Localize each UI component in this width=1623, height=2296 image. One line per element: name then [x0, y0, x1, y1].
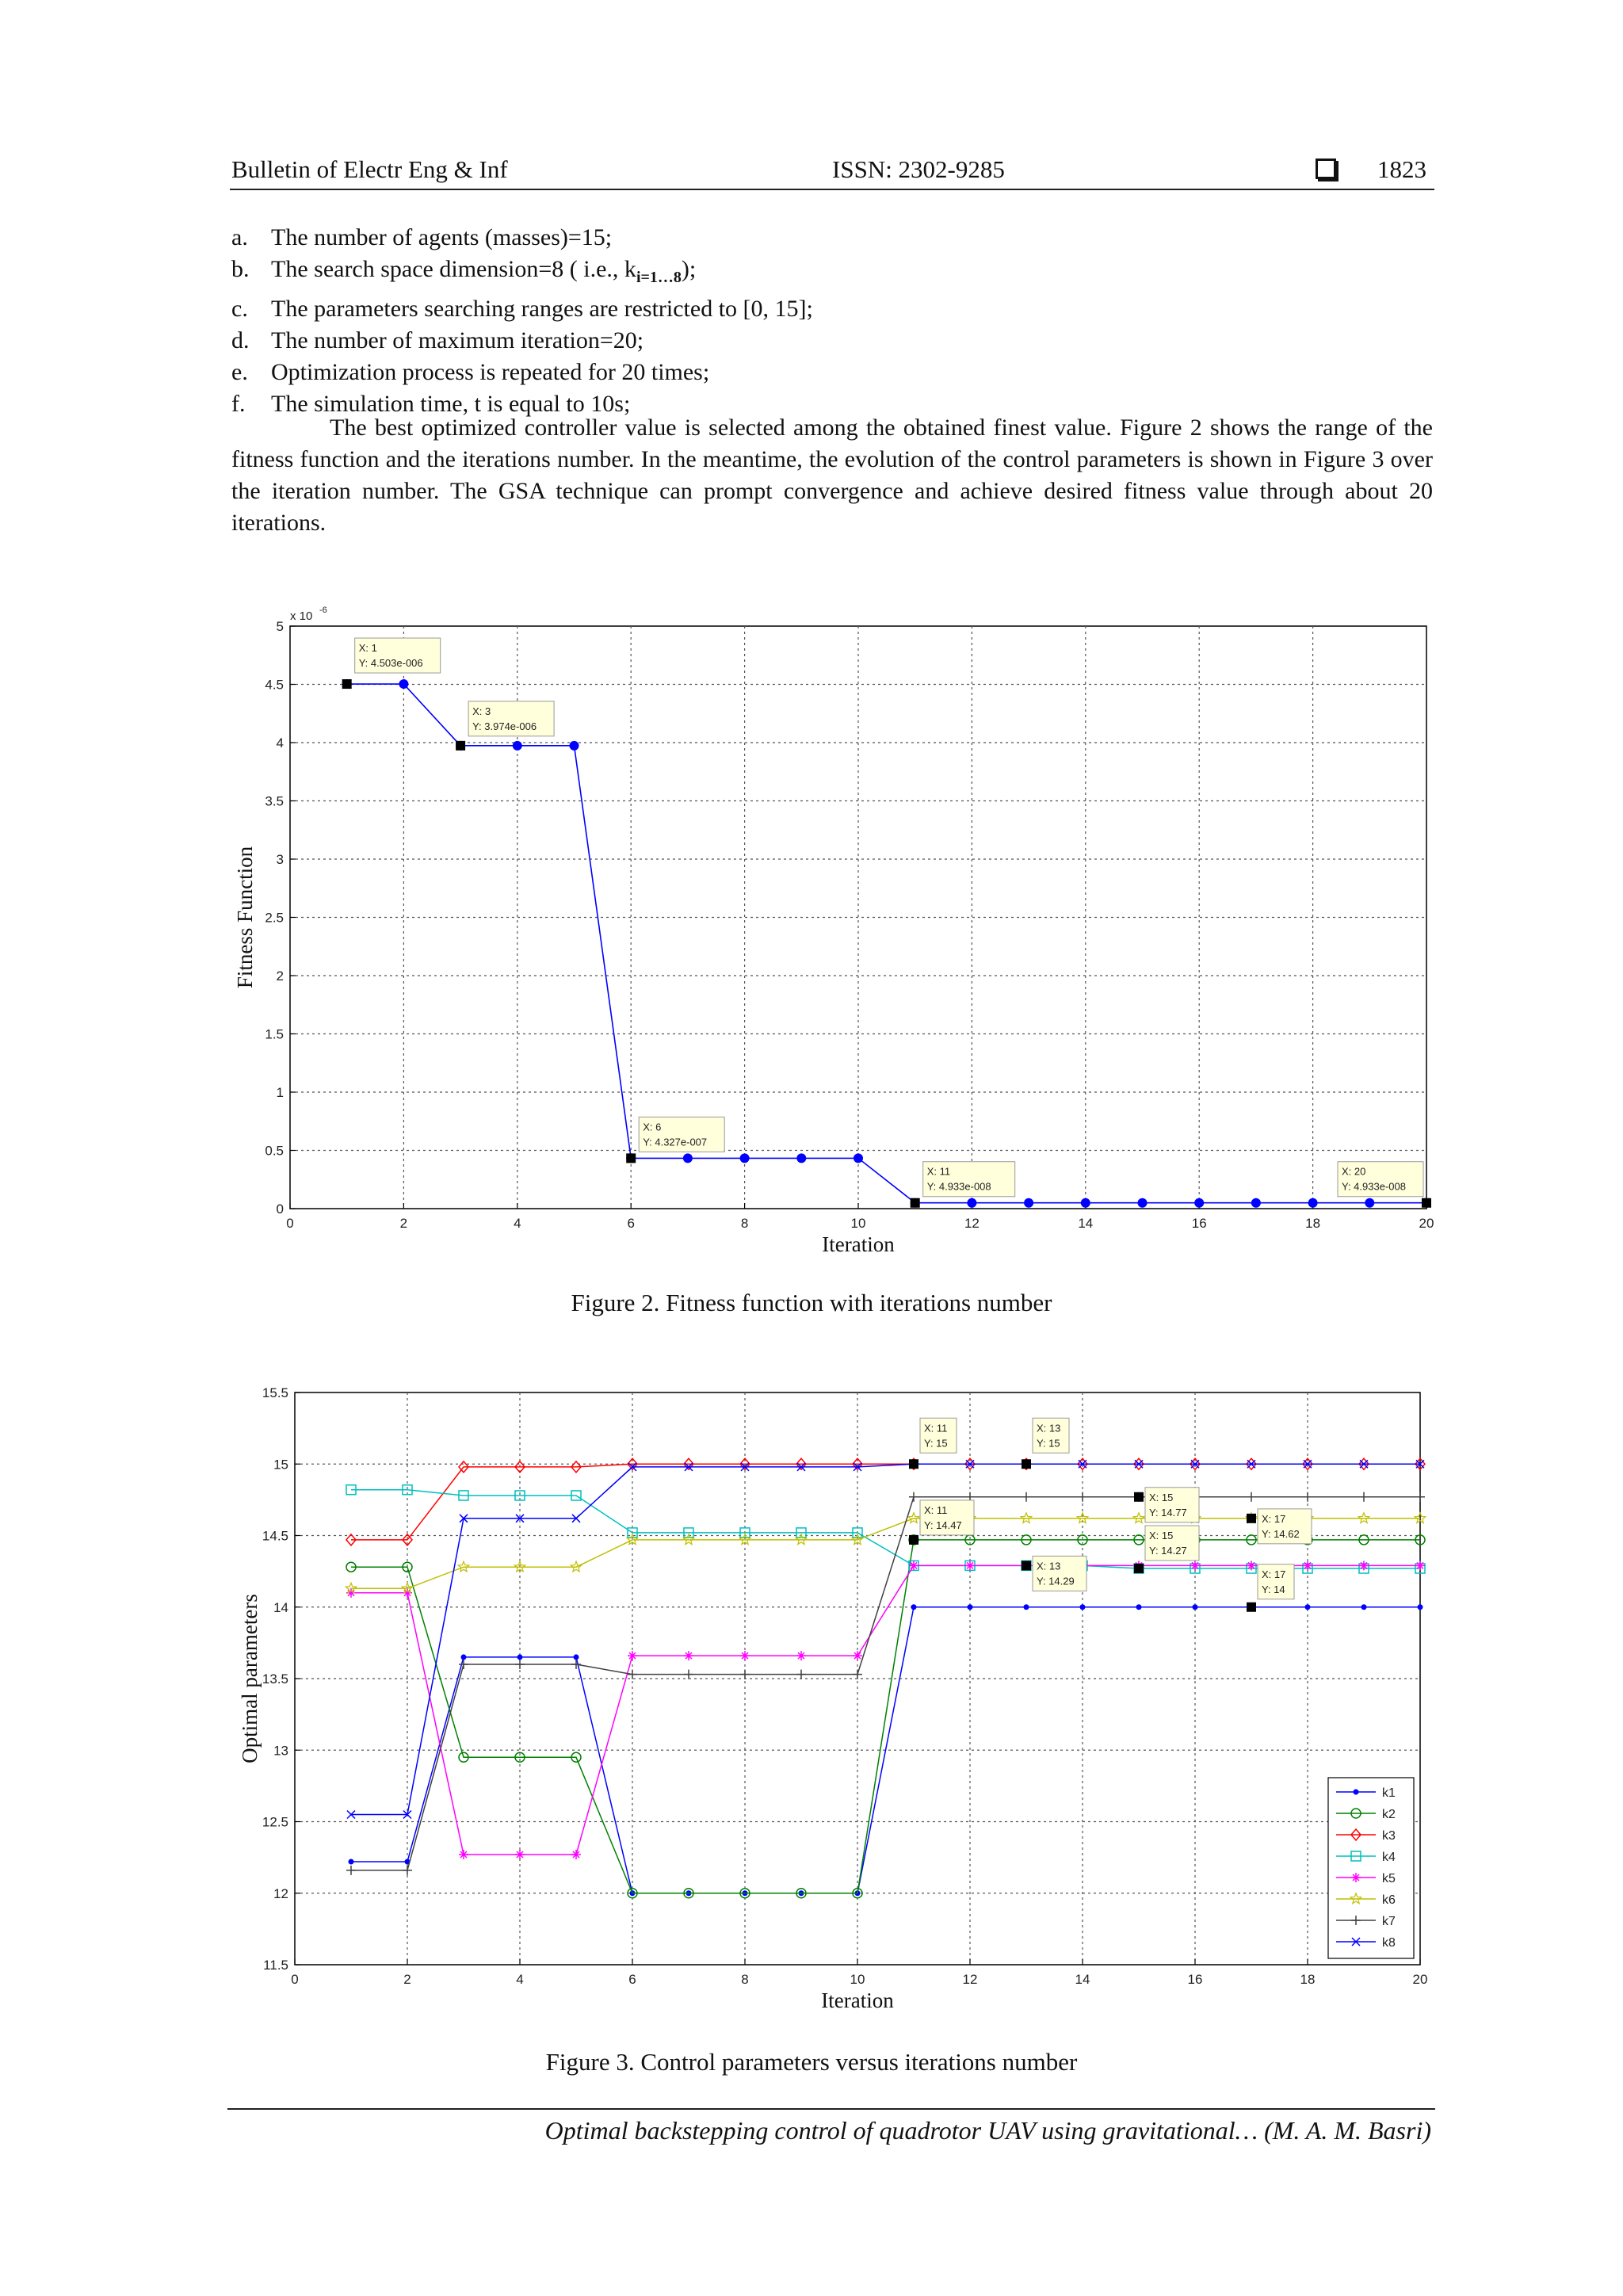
body-paragraph: The best optimized controller value is selected among the obtained finest value. Figure 2 shows the range of the fitness function and the iterations number. In the meantime, the evolution of the control parameters is shown in Figure 3 over the iteration number. The GSA technique can prompt convergence and achieve desired fitness value through about 20 iterations.: [231, 415, 1433, 536]
footer-rule: [227, 2108, 1435, 2110]
datatip-y: Y: 15: [924, 1437, 948, 1450]
y-tick-label: 13: [273, 1743, 288, 1759]
datatip-x: X: 6: [643, 1121, 662, 1133]
data-point: [349, 1859, 354, 1865]
x-tick-label: 8: [740, 1216, 749, 1231]
data-point: [1024, 1198, 1033, 1208]
data-point: [968, 1604, 973, 1610]
data-point: [1418, 1604, 1423, 1610]
y-tick-label: 3.5: [265, 793, 284, 809]
y-tick-label: 4: [276, 735, 284, 751]
y-axis-label: Optimal parameters: [238, 1594, 262, 1763]
figure-3-caption: Figure 3. Control parameters versus iterations number: [545, 2048, 1078, 2076]
legend-label: k1: [1382, 1786, 1396, 1800]
data-point: [1365, 1198, 1374, 1208]
datatip-y: Y: 14.29: [1037, 1575, 1075, 1587]
datatip-x: X: 11: [924, 1422, 948, 1435]
y-tick-label: 12.5: [262, 1814, 288, 1830]
x-tick-label: 2: [403, 1972, 411, 1987]
fitness-function-chart: [222, 602, 1442, 1268]
x-tick-label: 2: [399, 1216, 408, 1231]
x-tick-label: 12: [964, 1216, 980, 1231]
data-point: [1136, 1604, 1142, 1610]
y-multiplier-exponent: -6: [319, 606, 327, 615]
control-parameters-chart: [222, 1375, 1442, 2025]
data-point: [574, 1654, 579, 1660]
list-item: d. The number of maximum iteration=20;: [231, 327, 644, 353]
data-point: [911, 1604, 917, 1610]
y-tick-label: 14.5: [262, 1528, 288, 1544]
list-item: a. The number of agents (masses)=15;: [231, 224, 613, 250]
y-multiplier-label: x 10: [290, 609, 313, 623]
datatip-x: X: 13: [1037, 1422, 1061, 1435]
legend-box: [1328, 1778, 1414, 1958]
running-header-journal: Bulletin of Electr Eng & Inf: [231, 155, 508, 183]
datatip-y: Y: 14.77: [1149, 1506, 1187, 1519]
x-axis-label: Iteration: [821, 1988, 894, 2012]
y-axis-label: Fitness Function: [233, 846, 257, 989]
datatip-y: Y: 4.933e-008: [926, 1180, 991, 1193]
datatip-y: Y: 15: [1037, 1437, 1060, 1450]
data-point: [1024, 1604, 1029, 1610]
x-tick-label: 14: [1075, 1972, 1090, 1987]
y-tick-label: 1.5: [265, 1026, 284, 1042]
y-tick-label: 15: [273, 1457, 288, 1473]
data-point: [1251, 1198, 1261, 1208]
datatip-x: X: 13: [1037, 1560, 1061, 1572]
x-tick-label: 18: [1305, 1216, 1321, 1231]
y-tick-label: 4.5: [265, 677, 284, 693]
legend-label: k8: [1382, 1936, 1396, 1950]
y-tick-label: 1: [276, 1085, 284, 1100]
datatip-y: Y: 3.974e-006: [472, 720, 537, 732]
parameter-list: [231, 222, 1436, 420]
data-point: [854, 1153, 863, 1163]
datatip-marker: [1022, 1561, 1031, 1570]
data-point: [740, 1153, 750, 1163]
datatip-x: X: 17: [1262, 1568, 1286, 1580]
y-tick-label: 12: [273, 1885, 288, 1901]
x-tick-label: 20: [1419, 1216, 1434, 1231]
datatip-x: X: 15: [1149, 1491, 1174, 1503]
data-point: [517, 1654, 523, 1660]
y-tick-label: 13.5: [262, 1671, 288, 1687]
list-item: b. The search space dimension=8 ( i.e., $k_{i=1\dots 8}$);: [231, 256, 697, 286]
datatip-marker: [1022, 1459, 1031, 1469]
x-axis-label: Iteration: [822, 1232, 895, 1256]
y-tick-label: 5: [276, 619, 284, 634]
x-tick-label: 10: [850, 1972, 865, 1987]
x-tick-label: 10: [850, 1216, 866, 1231]
datatip-x: X: 11: [924, 1503, 948, 1516]
data-point: [1080, 1604, 1086, 1610]
y-tick-label: 3: [276, 852, 284, 867]
datatip-y: Y: 14.27: [1149, 1545, 1187, 1557]
datatip-y: Y: 4.503e-006: [358, 657, 423, 670]
list-item: c. The parameters searching ranges are restricted to [0, 15];: [231, 296, 813, 322]
x-tick-label: 16: [1191, 1216, 1207, 1231]
x-tick-label: 0: [286, 1216, 294, 1231]
x-tick-label: 8: [741, 1972, 749, 1987]
data-point: [461, 1654, 467, 1660]
datatip-marker: [1134, 1492, 1144, 1502]
data-point: [1308, 1198, 1318, 1208]
header-square-icon: [1316, 155, 1336, 184]
legend-label: k4: [1382, 1851, 1396, 1864]
datatip-x: X: 17: [1262, 1512, 1286, 1525]
y-tick-label: 0: [276, 1201, 284, 1217]
x-tick-label: 0: [291, 1972, 299, 1987]
legend-label: k6: [1382, 1893, 1396, 1907]
datatip-marker: [1134, 1564, 1144, 1573]
datatip-marker: [1247, 1514, 1256, 1523]
datatip-x: X: 3: [472, 705, 491, 717]
datatip-marker: [626, 1153, 636, 1163]
y-tick-label: 11.5: [263, 1958, 288, 1973]
data-point: [683, 1153, 693, 1163]
datatip-y: Y: 4.327e-007: [643, 1136, 708, 1148]
x-tick-label: 18: [1300, 1972, 1316, 1987]
data-point: [1138, 1198, 1148, 1208]
datatip-marker: [1247, 1603, 1256, 1612]
data-point: [1194, 1198, 1204, 1208]
y-tick-label: 0.5: [265, 1143, 284, 1159]
data-point: [1305, 1604, 1311, 1610]
page-number: 1823: [1377, 155, 1426, 183]
datatip-marker: [342, 679, 352, 689]
datatip-marker: [1422, 1198, 1431, 1208]
data-point: [1354, 1790, 1359, 1795]
legend-label: k7: [1382, 1915, 1396, 1928]
x-tick-label: 12: [962, 1972, 978, 1987]
running-header-issn: ISSN: 2302-9285: [832, 155, 1005, 183]
data-point: [513, 741, 522, 751]
running-footer: Optimal backstepping control of quadrotor UAV using gravitational… (M. A. M. Basri): [544, 2116, 1431, 2145]
data-point: [399, 679, 408, 689]
legend-label: k2: [1382, 1808, 1396, 1821]
data-point: [1361, 1604, 1367, 1610]
datatip-y: Y: 14: [1262, 1583, 1285, 1595]
x-tick-label: 20: [1412, 1972, 1428, 1987]
figure-2-caption: Figure 2. Fitness function with iterations number: [571, 1289, 1052, 1316]
y-tick-label: 14: [273, 1599, 288, 1615]
x-tick-label: 4: [516, 1972, 524, 1987]
x-tick-label: 6: [627, 1216, 635, 1231]
legend-label: k3: [1382, 1829, 1396, 1843]
data-point: [1081, 1198, 1090, 1208]
x-tick-label: 16: [1187, 1972, 1203, 1987]
data-point: [1193, 1604, 1198, 1610]
x-tick-label: 14: [1078, 1216, 1094, 1231]
datatip-x: X: 11: [926, 1165, 951, 1178]
list-item: e. Optimization process is repeated for 20 times;: [231, 359, 710, 385]
data-point: [796, 1153, 806, 1163]
chart-legend: [1328, 1778, 1414, 1958]
datatip-x: X: 15: [1149, 1530, 1174, 1542]
datatip-y: Y: 14.47: [924, 1519, 962, 1531]
datatip-y: Y: 14.62: [1262, 1527, 1300, 1540]
datatip-x: X: 20: [1342, 1165, 1366, 1178]
y-tick-label: 2.5: [265, 910, 284, 926]
datatip-marker: [456, 741, 465, 751]
data-point: [570, 741, 579, 751]
datatip-y: Y: 4.933e-008: [1342, 1180, 1406, 1193]
list-item: f. The simulation time, t is equal to 10s;: [231, 391, 631, 417]
legend-label: k5: [1382, 1872, 1396, 1885]
header-rule: [230, 189, 1434, 190]
datatip-marker: [911, 1198, 920, 1208]
x-tick-label: 4: [514, 1216, 521, 1231]
datatip-marker: [909, 1459, 918, 1469]
x-tick-label: 6: [628, 1972, 636, 1987]
y-tick-label: 2: [276, 968, 284, 984]
y-tick-label: 15.5: [262, 1385, 288, 1400]
datatip-x: X: 1: [358, 642, 377, 655]
data-point: [967, 1198, 976, 1208]
datatip-marker: [909, 1535, 918, 1545]
